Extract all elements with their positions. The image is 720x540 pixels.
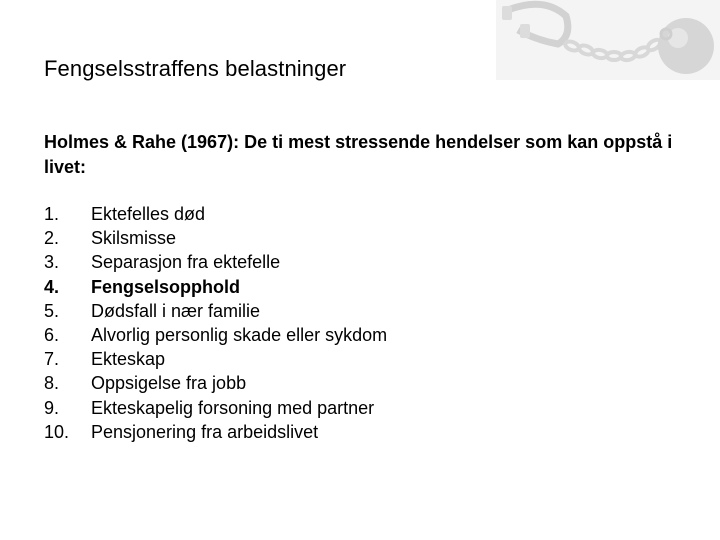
list-item-number: 7.: [44, 349, 60, 370]
list-item-highlighted: [44, 275, 387, 299]
list-item-text: Separasjon fra ektefelle: [91, 252, 281, 273]
intro-text: Holmes & Rahe (1967): De ti mest stressende hendelser som kan oppstå i livet:: [44, 132, 673, 177]
list-item-text: Ektefelles død: [91, 204, 206, 224]
list-item-text: Ekteskap: [91, 349, 166, 370]
list-item: [44, 371, 387, 395]
list-item-text: Oppsigelse fra jobb: [91, 373, 247, 394]
list-item-number: 9.: [44, 397, 60, 418]
list-item-number: 10.: [44, 421, 70, 442]
list-item: [44, 396, 387, 420]
list-item-number: 5.: [44, 300, 60, 321]
list-item-text: Alvorlig personlig skade eller sykdom: [91, 325, 388, 346]
list-item: [44, 250, 387, 274]
ball-and-chain-icon: [496, 0, 720, 80]
list-item-number: 3.: [44, 252, 60, 273]
list-item: [44, 202, 387, 226]
list-item: [44, 323, 387, 347]
list-item-number: 6.: [44, 325, 60, 346]
list-item-text: Pensjonering fra arbeidslivet: [91, 421, 319, 442]
list-item: [44, 420, 387, 444]
list-item-number: 1.: [44, 204, 60, 224]
list-item-number: 8.: [44, 373, 60, 394]
list-item: [44, 299, 387, 323]
list-item: [44, 347, 387, 371]
list-item-number: 2.: [44, 228, 60, 249]
list-item-text: Dødsfall i nær familie: [91, 300, 261, 321]
list-item-text: Fengselsopphold: [91, 276, 241, 297]
list-item-text: Ekteskapelig forsoning med partner: [91, 397, 375, 418]
stress-event-list: [44, 202, 387, 444]
list-item-number: 4.: [44, 276, 60, 297]
list-item: [44, 226, 387, 250]
slide-title: Fengselsstraffens belastninger: [44, 56, 347, 81]
list-item-text: Skilsmisse: [91, 228, 177, 249]
